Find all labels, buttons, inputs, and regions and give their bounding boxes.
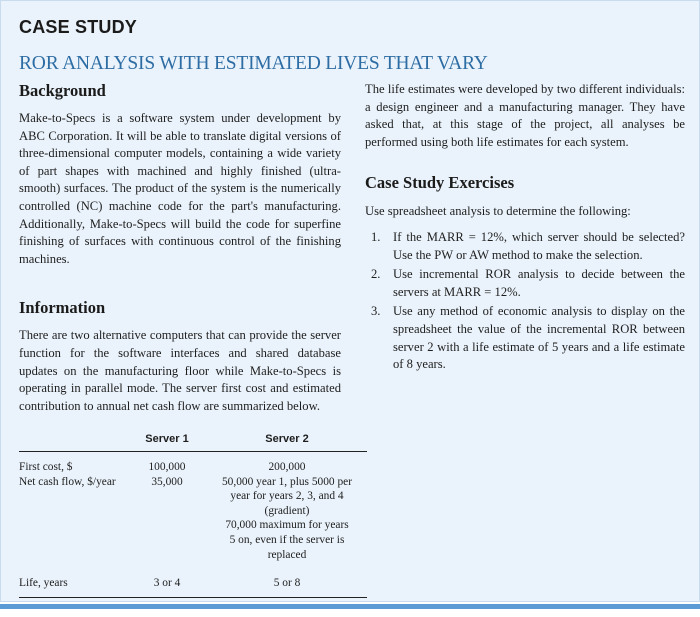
row-label: Net cash flow, $/year [19, 475, 116, 488]
exercise-number: 1. [371, 229, 381, 244]
table-header-server-2: Server 2 [197, 433, 367, 452]
server-2-value [197, 475, 367, 563]
server-2-line: year for years 2, 3, and 4 [230, 490, 344, 503]
case-study-title: ROR ANALYSIS WITH ESTIMATED LIVES THAT VARY [19, 53, 488, 74]
table-row [19, 452, 367, 475]
server-2-line: 50,000 year 1, plus 5000 per [221, 475, 353, 488]
list-item [365, 303, 685, 373]
exercise-text: Use incremental ROR analysis to decide between the servers at MARR = 12%. [393, 267, 685, 299]
server-1-value: 35,000 [151, 475, 183, 488]
list-item [365, 229, 685, 264]
exercise-text: Use any method of economic analysis to display on the spreadsheet the value of the incremental ROR between server 2 with a life estimate of 5 years and a life estimate of 8 years. [393, 304, 685, 372]
bottom-accent-bar [0, 604, 700, 609]
server-1-value: 3 or 4 [137, 562, 197, 597]
server-2-line: replaced [267, 548, 307, 561]
server-2-value: 200,000 [268, 461, 306, 473]
server-2-line: 70,000 maximum for years [225, 519, 349, 532]
list-item [365, 266, 685, 301]
information-heading: Information [19, 298, 106, 318]
exercises-intro: Use spreadsheet analysis to determine the following: [365, 204, 631, 219]
table-row [19, 562, 367, 597]
row-label: First cost, $ [19, 461, 73, 473]
background-paragraph: Make-to-Specs is a software system under development by ABC Corporation. It will be able to translate digital versions of three-dimensional computer models, containing a wide variety of part shapes with machined and highly finished (ultra-smooth) surfaces. The product of the system is the numerically controlled (NC) machine code for the part's manufacturing. Additionally, Make-to-Specs will build the code for superfine finishing of surfaces with continuous control of the finishing machines. [19, 111, 341, 266]
left-column [19, 81, 341, 415]
table-header-server-1: Server 1 [137, 433, 197, 452]
server-comparison-table [19, 433, 367, 598]
exercise-number: 2. [371, 267, 381, 282]
exercise-text: If the MARR = 12%, which server should be selected? Use the PW or AW method to make the selection. [393, 229, 685, 262]
table-header-empty [19, 433, 137, 452]
life-estimates-paragraph: The life estimates were developed by two different individuals: a design engineer and a manufacturing manager. They have asked that, at this stage of the project, all analyses be performed using both life estimates for each system. [365, 82, 685, 149]
server-2-line: (gradient) [264, 504, 310, 517]
case-study-label: CASE STUDY [19, 17, 138, 37]
right-column [365, 81, 685, 376]
table-header-row [19, 433, 367, 452]
information-paragraph: There are two alternative computers that can provide the server function for the software interfaces and shared database updates on the manufacturing floor while Make-to-Specs is operating in parallel mode. The server first cost and estimated contribution to annual net cash flow are summarized below. [19, 328, 341, 413]
exercises-list [365, 229, 685, 374]
exercises-heading: Case Study Exercises [365, 173, 515, 193]
exercise-number: 3. [371, 304, 381, 319]
background-heading: Background [19, 81, 106, 100]
table-row [19, 475, 367, 563]
server-2-value: 5 or 8 [197, 562, 367, 597]
row-label: Life, years [19, 562, 137, 597]
server-2-line: 5 on, even if the server is [229, 533, 345, 546]
server-1-value: 100,000 [148, 461, 186, 473]
